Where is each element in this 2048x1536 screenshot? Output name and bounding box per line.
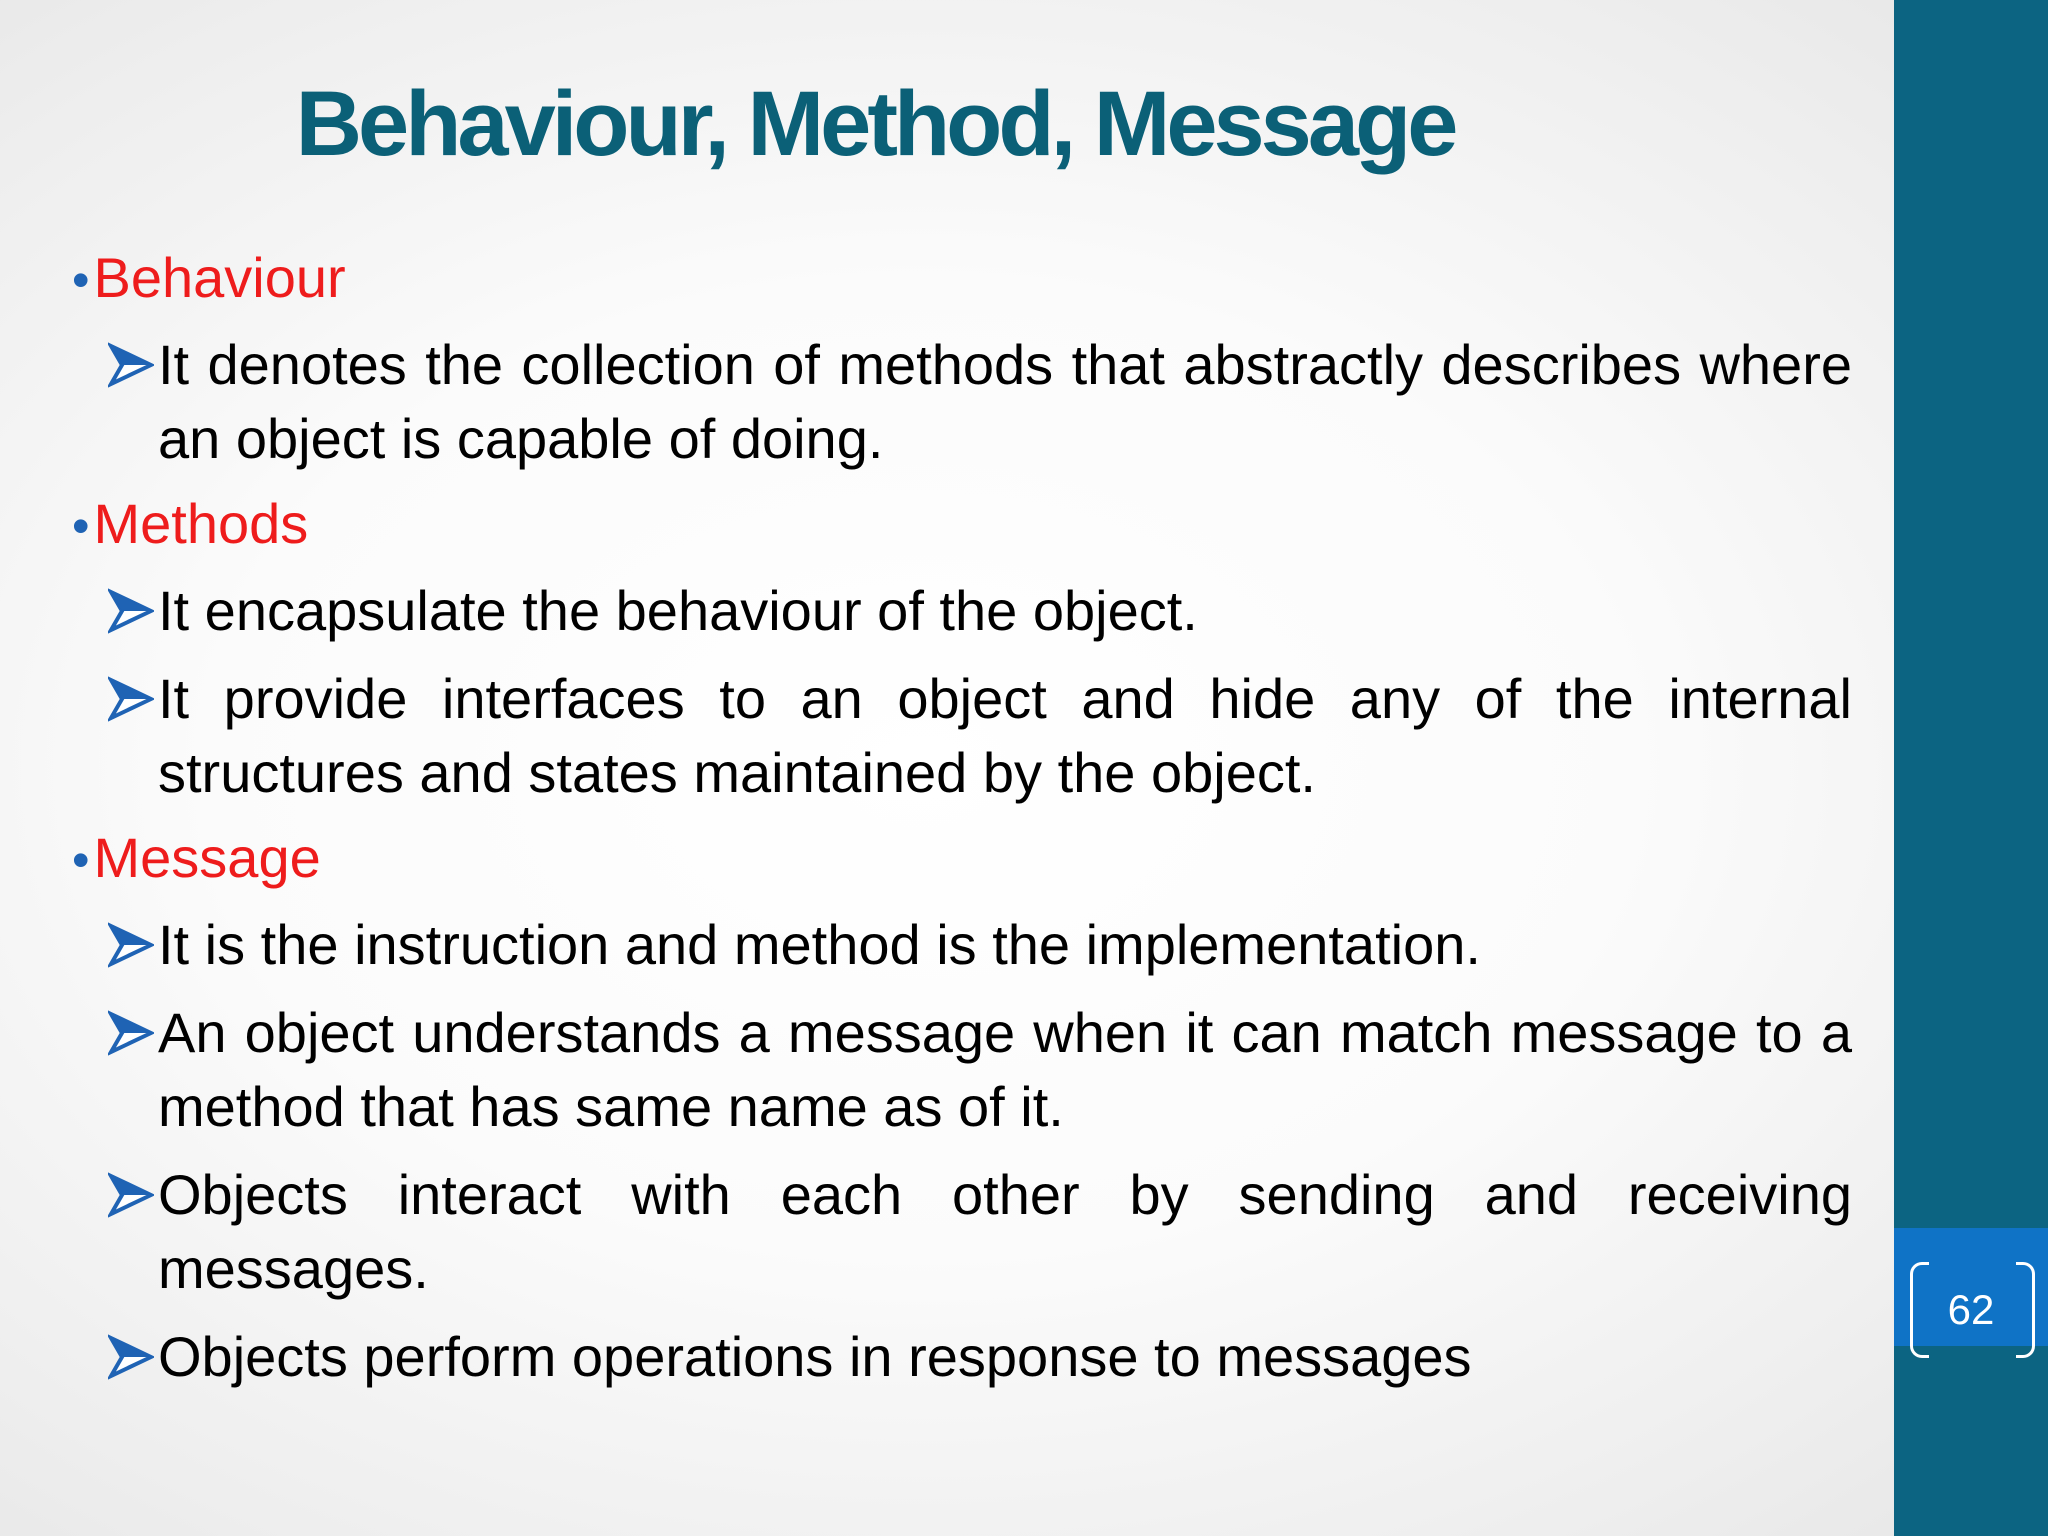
arrow-bullet-icon <box>108 908 158 982</box>
list-item-text: It denotes the collection of methods that abstractly describes where an object is capable of doing. <box>158 333 1852 470</box>
list-item-text: It provide interfaces to an object and hide any of the internal structures and states maintained by the object. <box>158 667 1852 804</box>
section-heading-label: Message <box>93 826 321 889</box>
bullet-dot-icon: • <box>72 498 90 554</box>
list-item-text: An object understands a message when it can match message to a method that has same name as of it. <box>158 1001 1852 1138</box>
section-heading-label: Behaviour <box>93 246 346 309</box>
list-item-text: It encapsulate the behaviour of the object. <box>158 579 1198 642</box>
list-item <box>108 996 1852 1144</box>
bullet-dot-icon: • <box>72 252 90 308</box>
page-number: 62 <box>1947 1286 1995 1333</box>
list-item <box>108 908 1852 982</box>
arrow-bullet-icon <box>108 1320 158 1394</box>
slide-title: Behaviour, Method, Message <box>295 73 1455 175</box>
list-item-text: Objects interact with each other by sending and receiving messages. <box>158 1163 1852 1300</box>
list-item-text: Objects perform operations in response to messages <box>158 1325 1472 1388</box>
arrow-bullet-icon <box>108 996 158 1070</box>
bracket-right-icon <box>2016 1262 2035 1358</box>
arrow-bullet-icon <box>108 574 158 648</box>
list-item <box>108 662 1852 810</box>
arrow-bullet-icon <box>108 328 158 402</box>
section-heading-methods <box>72 490 1852 560</box>
list-item <box>108 328 1852 476</box>
list-item <box>108 574 1852 648</box>
section-heading-message <box>72 824 1852 894</box>
section-heading-behaviour <box>72 244 1852 314</box>
arrow-bullet-icon <box>108 662 158 736</box>
bullet-dot-icon: • <box>72 832 90 888</box>
list-item <box>108 1158 1852 1306</box>
slide-content <box>72 244 1852 1394</box>
section-heading-label: Methods <box>93 492 309 555</box>
arrow-bullet-icon <box>108 1158 158 1232</box>
list-item-text: It is the instruction and method is the implementation. <box>158 913 1481 976</box>
list-item <box>108 1320 1852 1394</box>
